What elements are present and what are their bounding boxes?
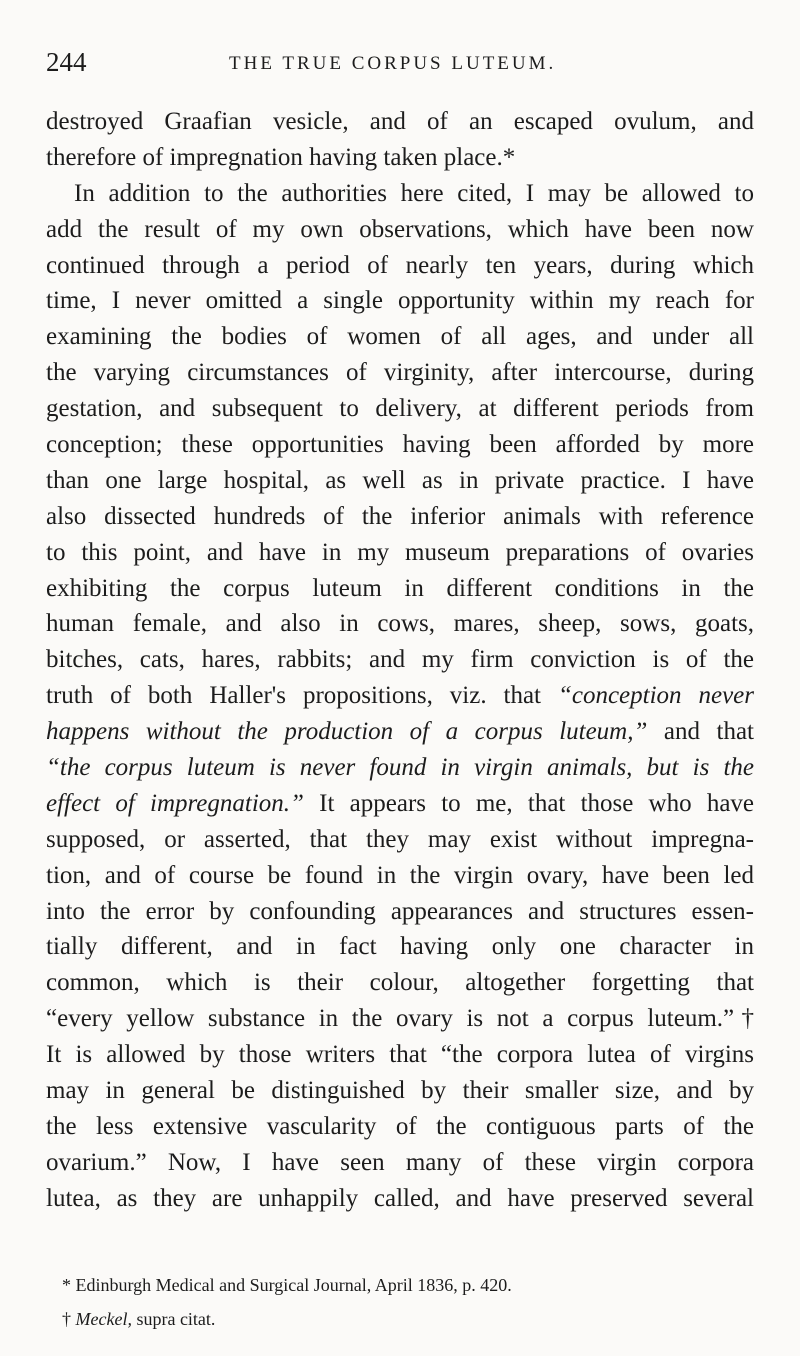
text-line: continued through a period of nearly ten years, during which bbox=[46, 251, 754, 279]
dagger-mark: † bbox=[62, 1309, 76, 1329]
running-title: THE TRUE CORPUS LUTEUM. bbox=[229, 53, 557, 74]
text-line: lutea, as they are unhappily called, and have preserved several bbox=[46, 1184, 754, 1212]
quotation-italic: “the corpus luteum is never found in virgin animals, but is the bbox=[46, 754, 754, 782]
text-line: may in general be distinguished by their smaller size, and by bbox=[46, 1077, 754, 1105]
text-line: common, which is their colour, altogether forgetting that bbox=[46, 969, 754, 997]
text-line: “every yellow substance in the ovary is not a corpus luteum.”† bbox=[46, 1005, 754, 1033]
text-line: In addition to the authorities here cited, I may be allowed to bbox=[74, 179, 754, 207]
text-line: destroyed Graafian vesicle, and of an escaped ovulum, and bbox=[46, 108, 754, 135]
text-line: into the error by confounding appearances and structures essen- bbox=[46, 897, 754, 925]
text-line: also dissected hundreds of the inferior animals with reference bbox=[46, 502, 754, 530]
text-line: the varying circumstances of virginity, after intercourse, during bbox=[46, 359, 754, 387]
text-line: conception; these opportunities having been afforded by more bbox=[46, 431, 754, 459]
text-line: gestation, and subsequent to delivery, at different periods from bbox=[46, 395, 754, 423]
text-line: therefore of impregnation having taken place.* bbox=[46, 143, 516, 171]
footnote-citation: supra citat. bbox=[131, 1309, 216, 1329]
text-line: the less extensive vascularity of the contiguous parts of the bbox=[46, 1112, 754, 1140]
quotation-italic: “conception never bbox=[557, 682, 754, 710]
text-line bbox=[46, 714, 754, 750]
footnote-author: Meckel, bbox=[75, 1309, 132, 1329]
footnotes bbox=[46, 1268, 754, 1336]
page-number: 244 bbox=[46, 47, 87, 77]
text-line: than one large hospital, as well as in private practice. I have bbox=[46, 466, 754, 494]
body-text bbox=[46, 104, 754, 1217]
text-line: add the result of my own observations, which have been now bbox=[46, 215, 754, 243]
text-line bbox=[46, 786, 754, 822]
text-line: exhibiting the corpus luteum in different conditions in the bbox=[46, 574, 754, 602]
text-segment: It appears to me, that those who have bbox=[303, 789, 755, 817]
quotation-italic: happens without the production of a corpus luteum,” bbox=[46, 718, 648, 746]
footnote-dagger bbox=[46, 1302, 754, 1336]
text-line: supposed, or asserted, that they may exist without impregna- bbox=[46, 825, 754, 853]
text-line: to this point, and have in my museum preparations of ovaries bbox=[46, 538, 754, 566]
text-segment: truth of both Haller's propositions, viz. that bbox=[46, 682, 558, 710]
quotation-italic: effect of impregnation.” bbox=[46, 789, 304, 817]
text-line: tially different, and in fact having only one character in bbox=[46, 933, 754, 961]
text-line: examining the bodies of women of all ages, and under all bbox=[46, 323, 754, 351]
text-line: bitches, cats, hares, rabbits; and my firm conviction is of the bbox=[46, 646, 754, 674]
text-line: It is allowed by those writers that “the corpora lutea of virgins bbox=[46, 1041, 754, 1069]
text-line bbox=[46, 750, 754, 786]
footnote-star: * Edinburgh Medical and Surgical Journal, April 1836, p. 420. bbox=[62, 1275, 512, 1295]
text-line: tion, and of course be found in the virgin ovary, have been led bbox=[46, 861, 754, 889]
text-line: time, I never omitted a single opportunity within my reach for bbox=[46, 287, 754, 315]
text-line bbox=[46, 678, 754, 714]
text-segment: and that bbox=[647, 718, 754, 746]
text-line: ovarium.” Now, I have seen many of these virgin corpora bbox=[46, 1148, 754, 1176]
running-head bbox=[46, 44, 752, 80]
text-line: human female, and also in cows, mares, sheep, sows, goats, bbox=[46, 610, 754, 638]
